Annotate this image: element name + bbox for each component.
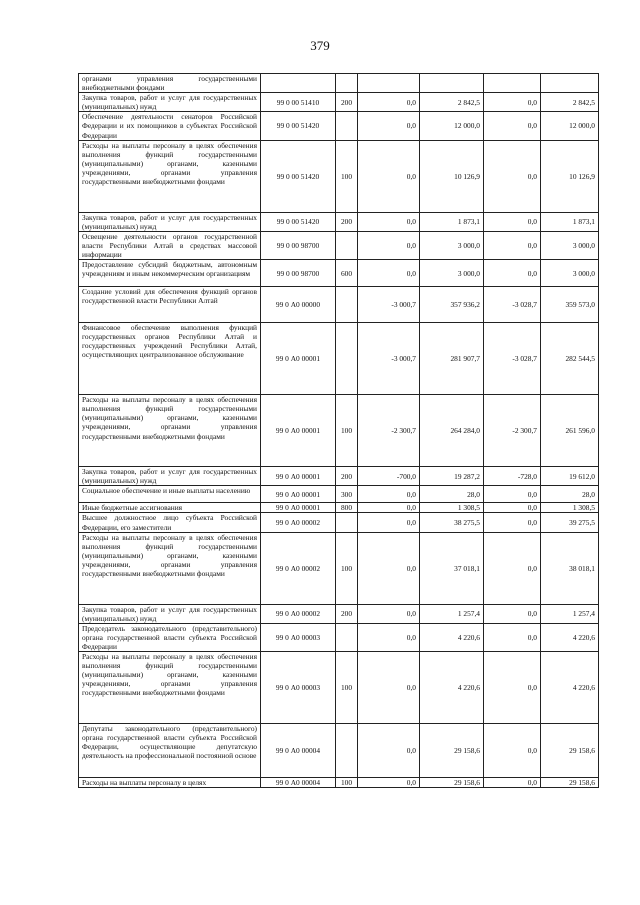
row-value-3-cell: 0,0	[484, 260, 541, 287]
row-value-3-cell: 0,0	[484, 112, 541, 140]
row-code-cell: 99 0 А0 00004	[261, 778, 336, 788]
row-value-3-cell: 0,0	[484, 778, 541, 788]
row-value-2-cell	[420, 74, 484, 93]
row-value-2-cell: 28,0	[420, 486, 484, 503]
row-expense-type-cell: 100	[336, 778, 358, 788]
table-row	[79, 93, 599, 112]
row-expense-type-cell: 100	[336, 532, 358, 604]
row-value-4-cell: 1 873,1	[541, 212, 599, 231]
row-expense-type-cell: 100	[336, 652, 358, 724]
row-value-2-cell: 1 257,4	[420, 604, 484, 623]
row-code-cell: 99 0 А0 00001	[261, 486, 336, 503]
row-code-cell: 99 0 00 51420	[261, 140, 336, 212]
row-code-cell: 99 0 А0 00003	[261, 652, 336, 724]
row-value-4-cell: 3 000,0	[541, 231, 599, 259]
table-row	[79, 513, 599, 532]
row-value-4-cell: 4 220,6	[541, 652, 599, 724]
row-code-cell: 99 0 А0 00001	[261, 395, 336, 467]
row-value-4-cell: 359 573,0	[541, 287, 599, 323]
table-row	[79, 467, 599, 486]
table-row	[79, 623, 599, 651]
row-name-cell: Финансовое обеспечение выполнения функций государственных органов Республики Алтай и государственных учреждений Республики Алтай, осуществляющих централизованное обслуживание	[79, 323, 261, 395]
row-value-1-cell: -700,0	[358, 467, 420, 486]
row-value-4-cell: 12 000,0	[541, 112, 599, 140]
table-row	[79, 532, 599, 604]
row-value-2-cell: 37 018,1	[420, 532, 484, 604]
row-value-2-cell: 264 284,0	[420, 395, 484, 467]
row-expense-type-cell: 200	[336, 467, 358, 486]
row-name-cell: Закупка товаров, работ и услуг для государственных (муниципальных) нужд	[79, 212, 261, 231]
table-row	[79, 652, 599, 724]
row-value-3-cell: 0,0	[484, 486, 541, 503]
row-value-4-cell: 19 612,0	[541, 467, 599, 486]
table-row	[79, 140, 599, 212]
row-value-1-cell: -3 000,7	[358, 323, 420, 395]
row-value-4-cell: 282 544,5	[541, 323, 599, 395]
row-name-cell: органами управления государственными внебюджетными фондами	[79, 74, 261, 93]
table-row	[79, 503, 599, 513]
row-value-1-cell: 0,0	[358, 604, 420, 623]
row-expense-type-cell	[336, 724, 358, 778]
row-expense-type-cell	[336, 112, 358, 140]
table-row	[79, 486, 599, 503]
row-value-1-cell: 0,0	[358, 112, 420, 140]
row-value-3-cell: -3 028,7	[484, 287, 541, 323]
row-value-2-cell: 12 000,0	[420, 112, 484, 140]
row-value-2-cell: 281 907,7	[420, 323, 484, 395]
table-row	[79, 287, 599, 323]
row-value-1-cell: 0,0	[358, 513, 420, 532]
row-value-4-cell: 3 000,0	[541, 260, 599, 287]
row-name-cell: Социальное обеспечение и иные выплаты населению	[79, 486, 261, 503]
row-value-1-cell: 0,0	[358, 486, 420, 503]
row-name-cell: Обеспечение деятельности сенаторов Российской Федерации и их помощников в субъектах Российской Федерации	[79, 112, 261, 140]
row-name-cell: Предоставление субсидий бюджетным, автономным учреждениям и иным некоммерческим организациям	[79, 260, 261, 287]
row-value-3-cell: 0,0	[484, 93, 541, 112]
row-value-3-cell: 0,0	[484, 604, 541, 623]
row-value-1-cell: 0,0	[358, 724, 420, 778]
row-expense-type-cell: 100	[336, 395, 358, 467]
row-value-1-cell: 0,0	[358, 778, 420, 788]
page-number: 379	[310, 38, 330, 53]
budget-table	[78, 73, 599, 788]
row-value-2-cell: 4 220,6	[420, 652, 484, 724]
row-value-3-cell: -728,0	[484, 467, 541, 486]
row-name-cell: Депутаты законодательного (представительного) органа государственной власти субъекта Российской Федерации, осуществляющие депутатскую деятельность на профессиональной постоянной основе	[79, 724, 261, 778]
row-value-2-cell: 2 842,5	[420, 93, 484, 112]
row-code-cell: 99 0 00 98700	[261, 260, 336, 287]
row-expense-type-cell: 100	[336, 140, 358, 212]
row-name-cell: Расходы на выплаты персоналу в целях обеспечения выполнения функций государственными (муниципальными) органами, казенными учреждениями, органами управления государственными внебюджетными фондами	[79, 395, 261, 467]
table-row	[79, 724, 599, 778]
row-value-2-cell: 38 275,5	[420, 513, 484, 532]
row-value-3-cell: 0,0	[484, 503, 541, 513]
row-name-cell: Председатель законодательного (представительного) органа государственной власти субъекта Российской Федерации	[79, 623, 261, 651]
row-value-3-cell	[484, 74, 541, 93]
row-name-cell: Освещение деятельности органов государственной власти Республики Алтай в средствах массовой информации	[79, 231, 261, 259]
row-value-4-cell: 4 220,6	[541, 623, 599, 651]
row-code-cell: 99 0 А0 00002	[261, 513, 336, 532]
table-row	[79, 260, 599, 287]
row-code-cell: 99 0 00 51420	[261, 212, 336, 231]
row-value-2-cell: 3 000,0	[420, 260, 484, 287]
row-value-2-cell: 357 936,2	[420, 287, 484, 323]
table-row	[79, 778, 599, 788]
row-name-cell: Расходы на выплаты персоналу в целях обеспечения выполнения функций государственными (муниципальными) органами, казенными учреждениями, органами управления государственными внебюджетными фондами	[79, 140, 261, 212]
row-value-1-cell: 0,0	[358, 140, 420, 212]
row-value-2-cell: 1 873,1	[420, 212, 484, 231]
row-name-cell: Расходы на выплаты персоналу в целях обеспечения выполнения функций государственными (муниципальными) органами, казенными учреждениями, органами управления государственными внебюджетными фондами	[79, 652, 261, 724]
row-code-cell: 99 0 00 98700	[261, 231, 336, 259]
row-value-1-cell: 0,0	[358, 503, 420, 513]
table-row	[79, 604, 599, 623]
table-row	[79, 323, 599, 395]
row-value-2-cell: 4 220,6	[420, 623, 484, 651]
table-row	[79, 74, 599, 93]
row-value-4-cell: 1 257,4	[541, 604, 599, 623]
row-value-1-cell: 0,0	[358, 260, 420, 287]
row-expense-type-cell: 800	[336, 503, 358, 513]
row-value-1-cell: 0,0	[358, 93, 420, 112]
row-name-cell: Высшее должностное лицо субъекта Российской Федерации, его заместители	[79, 513, 261, 532]
row-value-3-cell: 0,0	[484, 652, 541, 724]
row-expense-type-cell	[336, 323, 358, 395]
row-value-3-cell: -3 028,7	[484, 323, 541, 395]
row-value-4-cell: 28,0	[541, 486, 599, 503]
row-name-cell: Расходы на выплаты персоналу в целях	[79, 778, 261, 788]
row-code-cell: 99 0 А0 00003	[261, 623, 336, 651]
row-value-3-cell: 0,0	[484, 140, 541, 212]
row-value-4-cell: 261 596,0	[541, 395, 599, 467]
row-value-2-cell: 3 000,0	[420, 231, 484, 259]
row-value-4-cell: 29 158,6	[541, 724, 599, 778]
row-value-4-cell: 1 308,5	[541, 503, 599, 513]
row-value-1-cell: -3 000,7	[358, 287, 420, 323]
row-name-cell: Создание условий для обеспечения функций органов государственной власти Республики Алтай	[79, 287, 261, 323]
row-expense-type-cell: 200	[336, 212, 358, 231]
table-row	[79, 395, 599, 467]
row-expense-type-cell	[336, 231, 358, 259]
row-code-cell: 99 0 А0 00002	[261, 532, 336, 604]
row-expense-type-cell	[336, 74, 358, 93]
row-value-2-cell: 29 158,6	[420, 724, 484, 778]
row-expense-type-cell: 200	[336, 93, 358, 112]
row-expense-type-cell	[336, 623, 358, 651]
row-code-cell: 99 0 А0 00004	[261, 724, 336, 778]
row-value-2-cell: 1 308,5	[420, 503, 484, 513]
row-expense-type-cell: 600	[336, 260, 358, 287]
row-value-4-cell	[541, 74, 599, 93]
row-value-1-cell: 0,0	[358, 623, 420, 651]
row-name-cell: Закупка товаров, работ и услуг для государственных (муниципальных) нужд	[79, 604, 261, 623]
row-value-1-cell	[358, 74, 420, 93]
row-value-4-cell: 38 018,1	[541, 532, 599, 604]
row-name-cell: Закупка товаров, работ и услуг для государственных (муниципальных) нужд	[79, 93, 261, 112]
row-value-4-cell: 39 275,5	[541, 513, 599, 532]
row-value-3-cell: 0,0	[484, 724, 541, 778]
row-expense-type-cell: 300	[336, 486, 358, 503]
row-code-cell: 99 0 А0 00002	[261, 604, 336, 623]
row-expense-type-cell: 200	[336, 604, 358, 623]
table-row	[79, 112, 599, 140]
row-expense-type-cell	[336, 513, 358, 532]
row-value-2-cell: 10 126,9	[420, 140, 484, 212]
row-code-cell: 99 0 А0 00000	[261, 287, 336, 323]
row-value-3-cell: 0,0	[484, 212, 541, 231]
table-row	[79, 212, 599, 231]
row-value-2-cell: 29 158,6	[420, 778, 484, 788]
row-value-4-cell: 29 158,6	[541, 778, 599, 788]
row-code-cell: 99 0 А0 00001	[261, 467, 336, 486]
row-value-1-cell: 0,0	[358, 652, 420, 724]
row-value-1-cell: 0,0	[358, 212, 420, 231]
row-name-cell: Закупка товаров, работ и услуг для государственных (муниципальных) нужд	[79, 467, 261, 486]
row-value-3-cell: 0,0	[484, 231, 541, 259]
row-value-1-cell: 0,0	[358, 231, 420, 259]
row-value-3-cell: 0,0	[484, 513, 541, 532]
table-body	[79, 74, 599, 788]
row-name-cell: Расходы на выплаты персоналу в целях обеспечения выполнения функций государственными (муниципальными) органами, казенными учреждениями, органами управления государственными внебюджетными фондами	[79, 532, 261, 604]
row-value-3-cell: 0,0	[484, 623, 541, 651]
row-value-3-cell: -2 300,7	[484, 395, 541, 467]
row-code-cell: 99 0 00 51420	[261, 112, 336, 140]
row-expense-type-cell	[336, 287, 358, 323]
row-value-1-cell: 0,0	[358, 532, 420, 604]
row-value-4-cell: 2 842,5	[541, 93, 599, 112]
row-value-2-cell: 19 287,2	[420, 467, 484, 486]
row-code-cell: 99 0 А0 00001	[261, 323, 336, 395]
row-code-cell	[261, 74, 336, 93]
row-name-cell: Иные бюджетные ассигнования	[79, 503, 261, 513]
row-value-1-cell: -2 300,7	[358, 395, 420, 467]
row-value-4-cell: 10 126,9	[541, 140, 599, 212]
table-row	[79, 231, 599, 259]
row-code-cell: 99 0 00 51410	[261, 93, 336, 112]
row-code-cell: 99 0 А0 00001	[261, 503, 336, 513]
row-value-3-cell: 0,0	[484, 532, 541, 604]
